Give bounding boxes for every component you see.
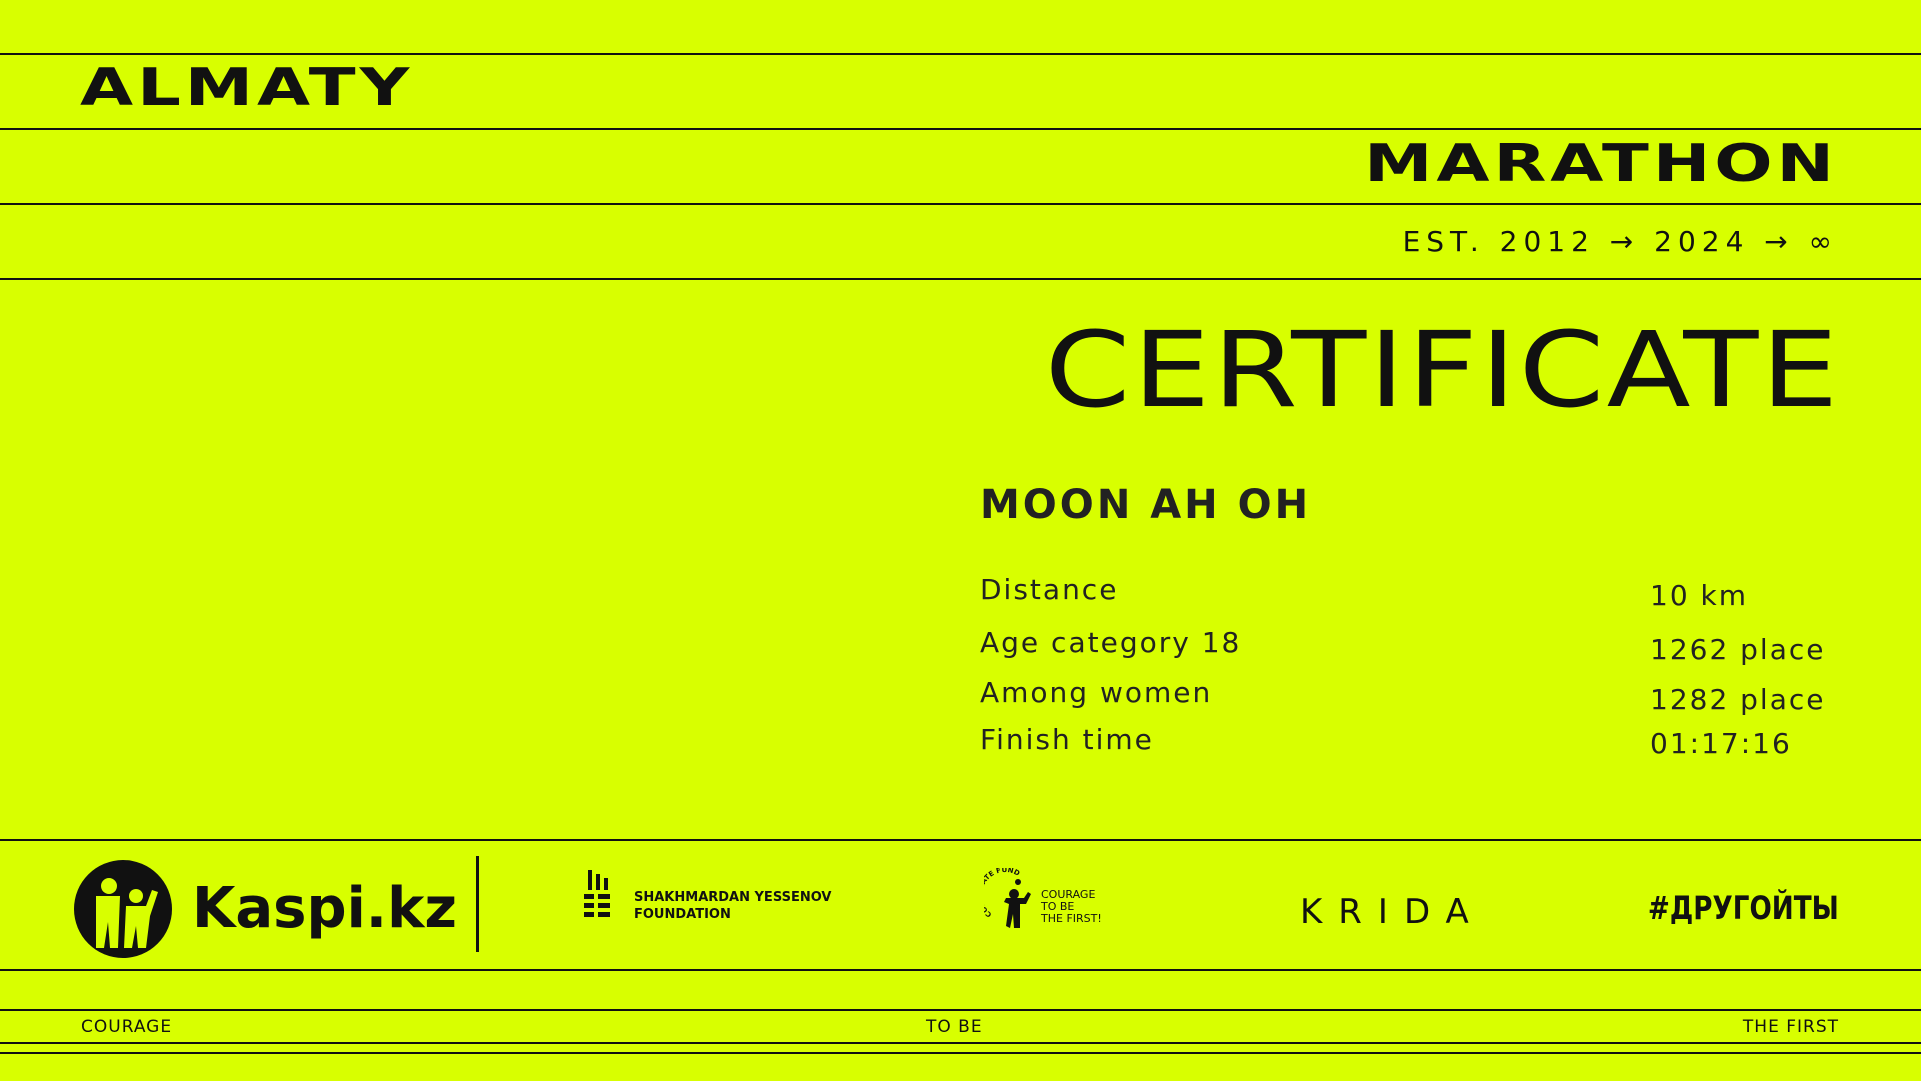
- footer-to-be: TO BE: [926, 1017, 983, 1037]
- rule-9: [0, 1052, 1921, 1054]
- runner-name: MOON AH OH: [980, 482, 1312, 528]
- yessenov-line-1: SHAKHMARDAN YESSENOV: [634, 890, 832, 905]
- yessenov-foundation-text: [634, 889, 831, 923]
- rule-7: [0, 1009, 1921, 1011]
- among-women-label: Among women: [980, 676, 1213, 709]
- finish-time-label: Finish time: [980, 723, 1154, 756]
- age-category-label: Age category 18: [980, 626, 1242, 659]
- corporate-fund-text: [1041, 889, 1102, 925]
- rule-1: [0, 53, 1921, 55]
- rule-6: [0, 969, 1921, 971]
- city-title: ALMATY: [80, 58, 414, 118]
- rule-3: [0, 203, 1921, 205]
- cf-line-3: THE FIRST!: [1041, 912, 1102, 925]
- footer-the-first: THE FIRST: [1742, 1017, 1839, 1037]
- finish-time-value: 01:17:16: [1650, 727, 1792, 760]
- corporate-fund-icon: [984, 868, 1040, 936]
- corporate-fund-arc-text: C E FUND: [984, 868, 1022, 919]
- yessenov-foundation-icon: [584, 870, 612, 922]
- yessenov-line-2: FOUNDATION: [634, 907, 731, 922]
- rule-5: [0, 839, 1921, 841]
- drugoi-hashtag-logo: #ДРУГОЙТЫ: [1648, 889, 1839, 927]
- established-line: EST. 2012 → 2024 → ∞: [1402, 225, 1838, 258]
- cf-line-1: COURAGE: [1041, 888, 1096, 901]
- event-title: MARATHON: [1364, 134, 1838, 194]
- rule-8: [0, 1042, 1921, 1044]
- among-women-value: 1282 place: [1650, 683, 1826, 716]
- cf-line-2: TO BE: [1041, 900, 1075, 913]
- rule-4: [0, 278, 1921, 280]
- certificate-title: CERTIFICATE: [1044, 309, 1841, 431]
- distance-label: Distance: [980, 573, 1119, 606]
- age-category-value: 1262 place: [1650, 633, 1826, 666]
- rule-2: [0, 128, 1921, 130]
- kaspi-logo-icon: [74, 860, 172, 958]
- footer-courage: COURAGE: [81, 1017, 173, 1037]
- sponsor-divider: [476, 856, 479, 952]
- krida-logo: KRIDA: [1300, 892, 1485, 932]
- distance-value: 10 km: [1650, 579, 1749, 612]
- kaspi-wordmark: Kaspi.kz: [192, 876, 457, 941]
